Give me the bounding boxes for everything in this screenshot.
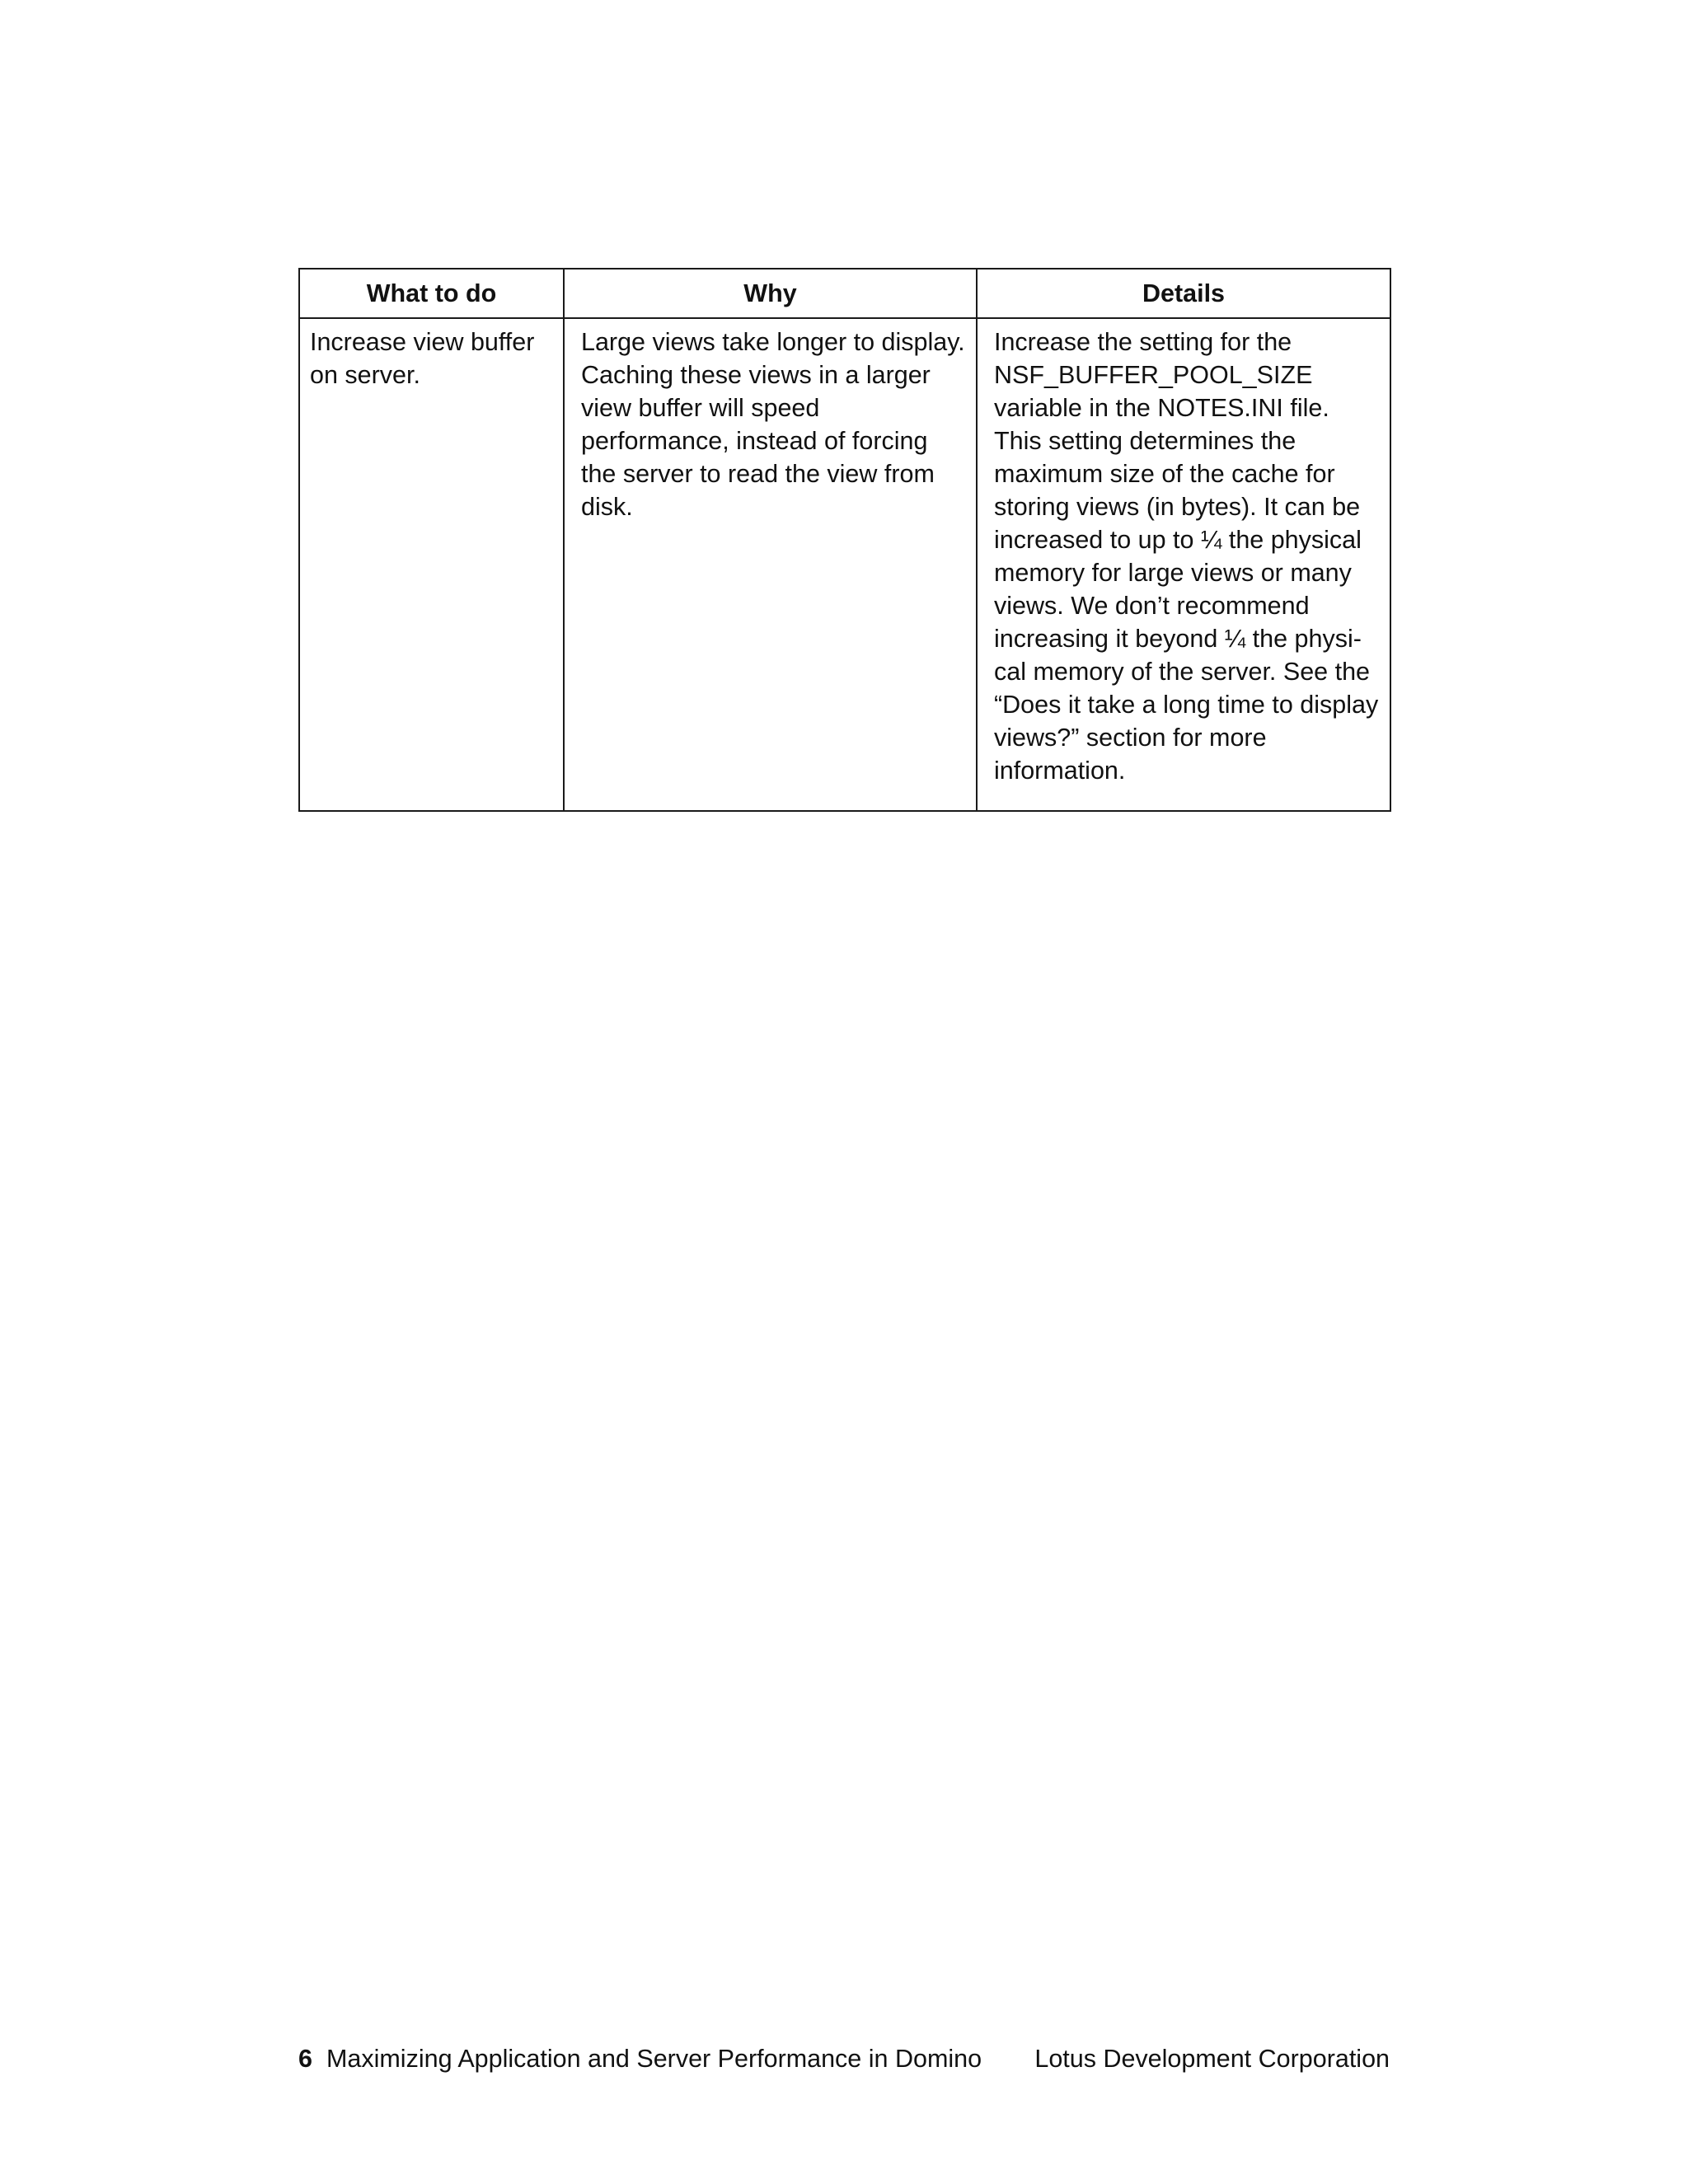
- text-line: This setting determines the: [994, 427, 1296, 455]
- text-line: on server.: [310, 361, 420, 389]
- text-line: Increase view buffer: [310, 328, 535, 356]
- footer-company-name: Lotus Development Corporation: [1034, 2045, 1390, 2073]
- text-line: views. We don’t recommend: [994, 592, 1310, 620]
- header-why: Why: [564, 269, 977, 318]
- text-line: view buffer will speed: [581, 394, 820, 422]
- text-line: views?” section for more: [994, 724, 1267, 752]
- text-line: maximum size of the cache for: [994, 460, 1335, 488]
- text-line: variable in the NOTES.INI file.: [994, 394, 1329, 422]
- header-details: Details: [977, 269, 1390, 318]
- cell-what-to-do: [299, 318, 564, 811]
- cell-details: [977, 318, 1390, 811]
- text-line: “Does it take a long time to display: [994, 691, 1379, 719]
- text-line: disk.: [581, 493, 633, 521]
- text-line: NSF_BUFFER_POOL_SIZE: [994, 361, 1313, 389]
- table-row: [299, 318, 1390, 811]
- text-line: memory for large views or many: [994, 559, 1352, 587]
- text-line: increasing it beyond ¼ the physi-: [994, 625, 1362, 653]
- text-line: increased to up to ¼ the physical: [994, 526, 1362, 554]
- text-line: storing views (in bytes). It can be: [994, 493, 1361, 521]
- footer-document-title: Maximizing Application and Server Performance in Domino: [326, 2045, 982, 2073]
- text-line: cal memory of the server. See the: [994, 658, 1371, 686]
- text-line: Caching these views in a larger: [581, 361, 931, 389]
- recommendations-table: [298, 268, 1391, 812]
- page-footer: [298, 2042, 1390, 2075]
- header-what-to-do: What to do: [299, 269, 564, 318]
- cell-why: [564, 318, 977, 811]
- page-number: 6: [298, 2045, 312, 2073]
- text-line: Large views take longer to display.: [581, 328, 965, 356]
- text-line: performance, instead of forcing: [581, 427, 928, 455]
- table-header-row: [299, 269, 1390, 318]
- text-line: Increase the setting for the: [994, 328, 1292, 356]
- text-line: information.: [994, 757, 1126, 785]
- text-line: the server to read the view from: [581, 460, 935, 488]
